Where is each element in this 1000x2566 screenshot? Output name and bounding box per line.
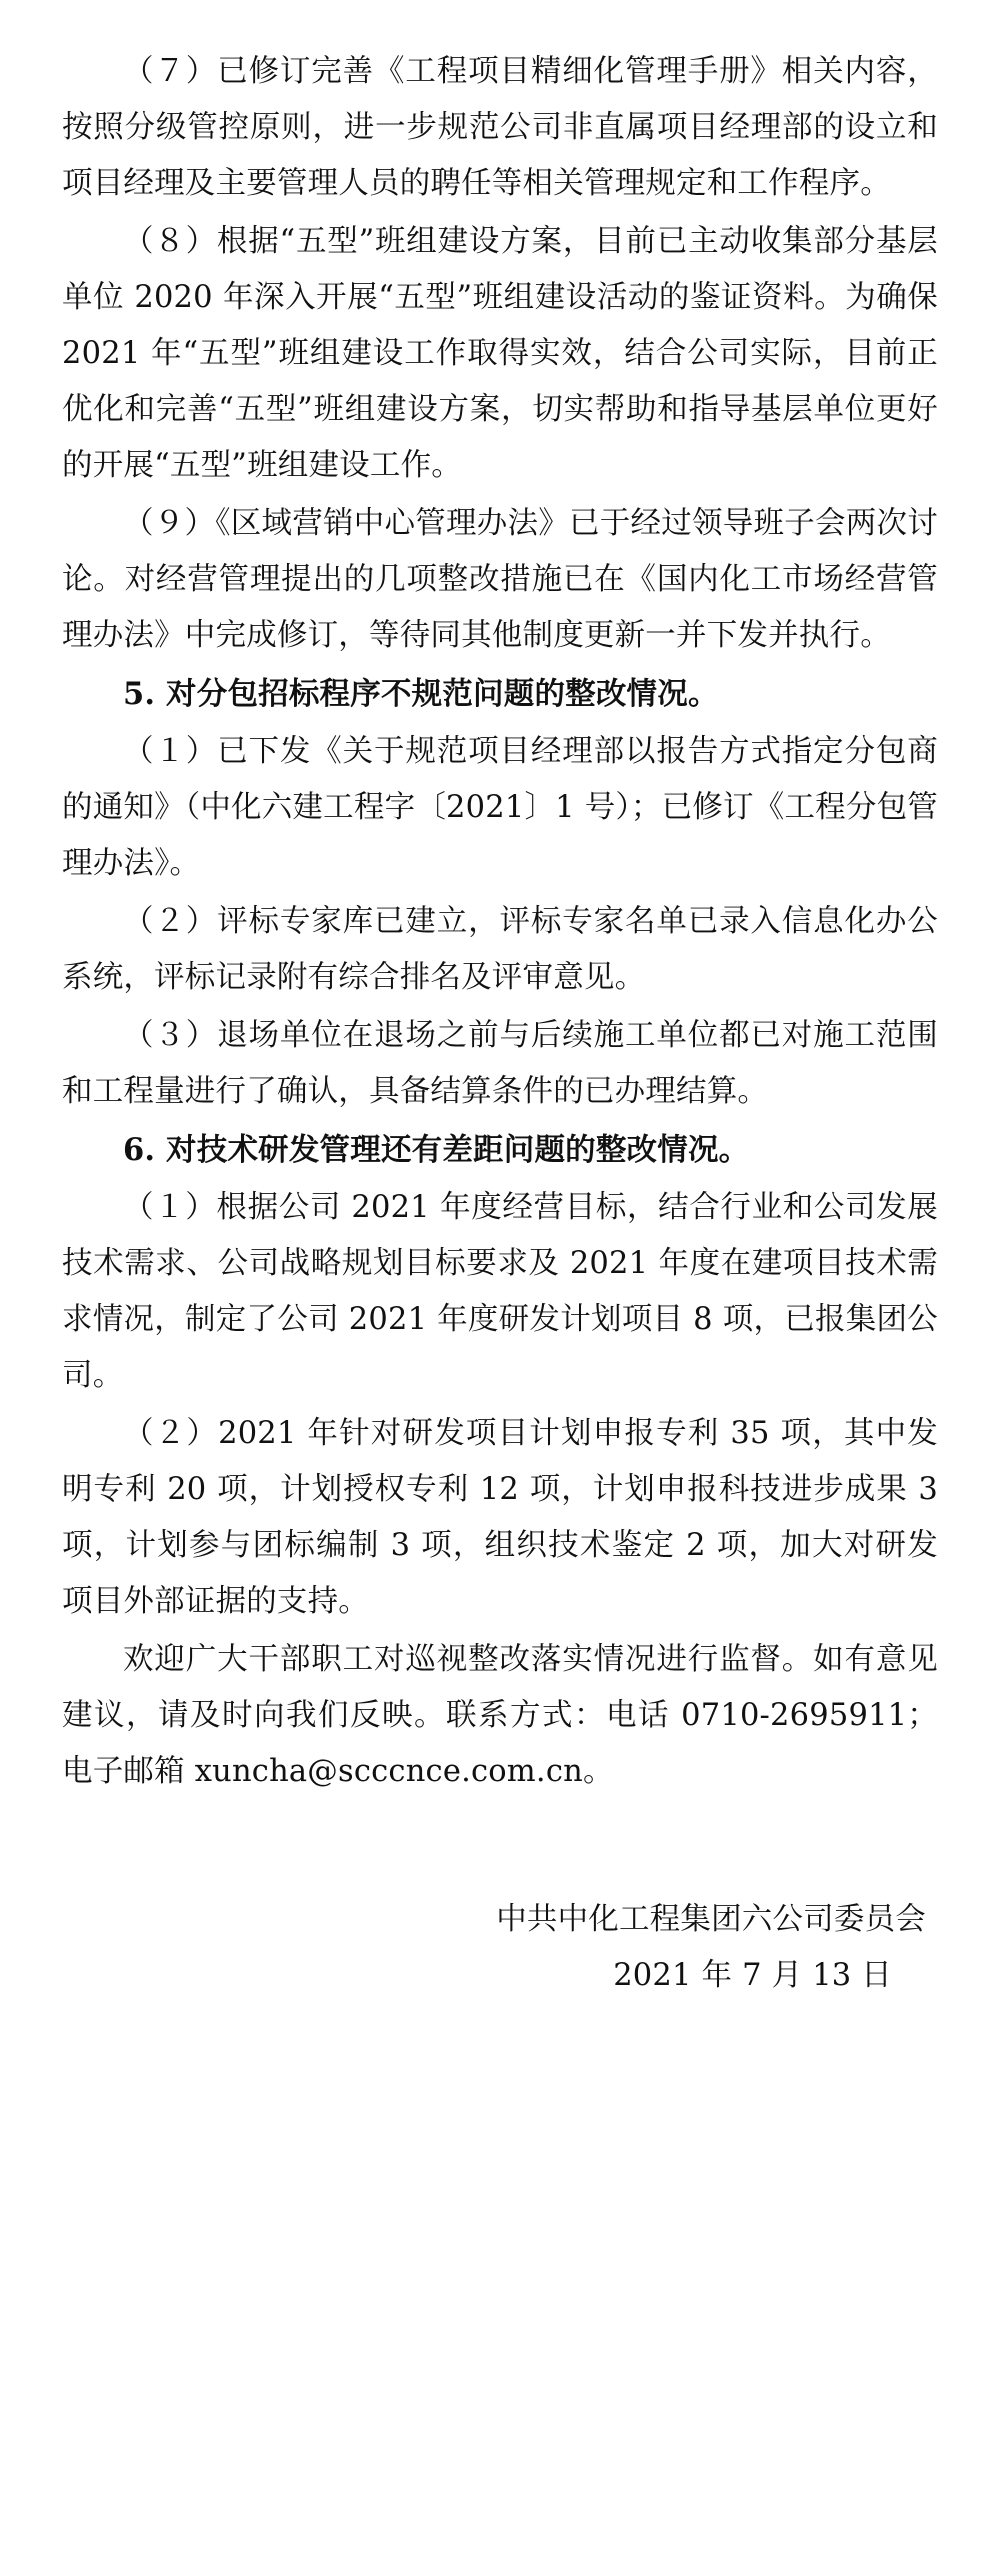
paragraph-item-5-1: （１）已下发《关于规范项目经理部以报告方式指定分包商的通知》（中化六建工程字〔2021〕1 号）；已修订《工程分包管理办法》。: [62, 734, 938, 881]
signature-organization: 中共中化工程集团六公司委员会: [496, 1902, 926, 1937]
signature-date: 2021 年 7 月 13 日: [613, 1958, 892, 1993]
paragraph-item-7: （７）已修订完善《工程项目精细化管理手册》相关内容，按照分级管控原则，进一步规范公司非直属项目经理部的设立和项目经理及主要管理人员的聘任等相关管理规定和工作程序。: [62, 54, 938, 201]
paragraph-item-5-3: （３）退场单位在退场之前与后续施工单位都已对施工范围和工程量进行了确认，具备结算条件的已办理结算。: [62, 1018, 938, 1109]
paragraph-item-6-1: （１）根据公司 2021 年度经营目标，结合行业和公司发展技术需求、公司战略规划目标要求及 2021 年度在建项目技术需求情况，制定了公司 2021 年度研发计划项目 8 项，已报集团公司。: [62, 1190, 938, 1393]
paragraph-item-8: （８）根据“五型”班组建设方案，目前已主动收集部分基层单位 2020 年深入开展“五型”班组建设活动的鉴证资料。为确保 2021 年“五型”班组建设工作取得实效，结合公司实际，目前正优化和完善“五型”班组建设方案，切实帮助和指导基层单位更好的开展“五型”班组建设工作。: [62, 224, 938, 483]
signature-block: [62, 1892, 938, 2004]
paragraph-closing: 欢迎广大干部职工对巡视整改落实情况进行监督。如有意见建议，请及时向我们反映。联系方式：电话 0710-2695911；电子邮箱 xuncha@scccnce.com.cn。: [62, 1642, 938, 1789]
paragraph-item-5-2: （２）评标专家库已建立，评标专家名单已录入信息化办公系统，评标记录附有综合排名及评审意见。: [62, 904, 938, 995]
paragraph-item-9: （９）《区域营销中心管理办法》已于经过领导班子会两次讨论。对经营管理提出的几项整改措施已在《国内化工市场经营管理办法》中完成修订，等待同其他制度更新一并下发并执行。: [62, 506, 938, 653]
section-heading-6: 6. 对技术研发管理还有差距问题的整改情况。: [123, 1132, 750, 1168]
paragraph-item-6-2: （２）2021 年针对研发项目计划申报专利 35 项，其中发明专利 20 项，计划授权专利 12 项，计划申报科技进步成果 3 项，计划参与团标编制 3 项，组织技术鉴定 2 项，加大对研发项目外部证据的支持。: [62, 1416, 938, 1619]
section-heading-5: 5. 对分包招标程序不规范问题的整改情况。: [123, 676, 719, 712]
